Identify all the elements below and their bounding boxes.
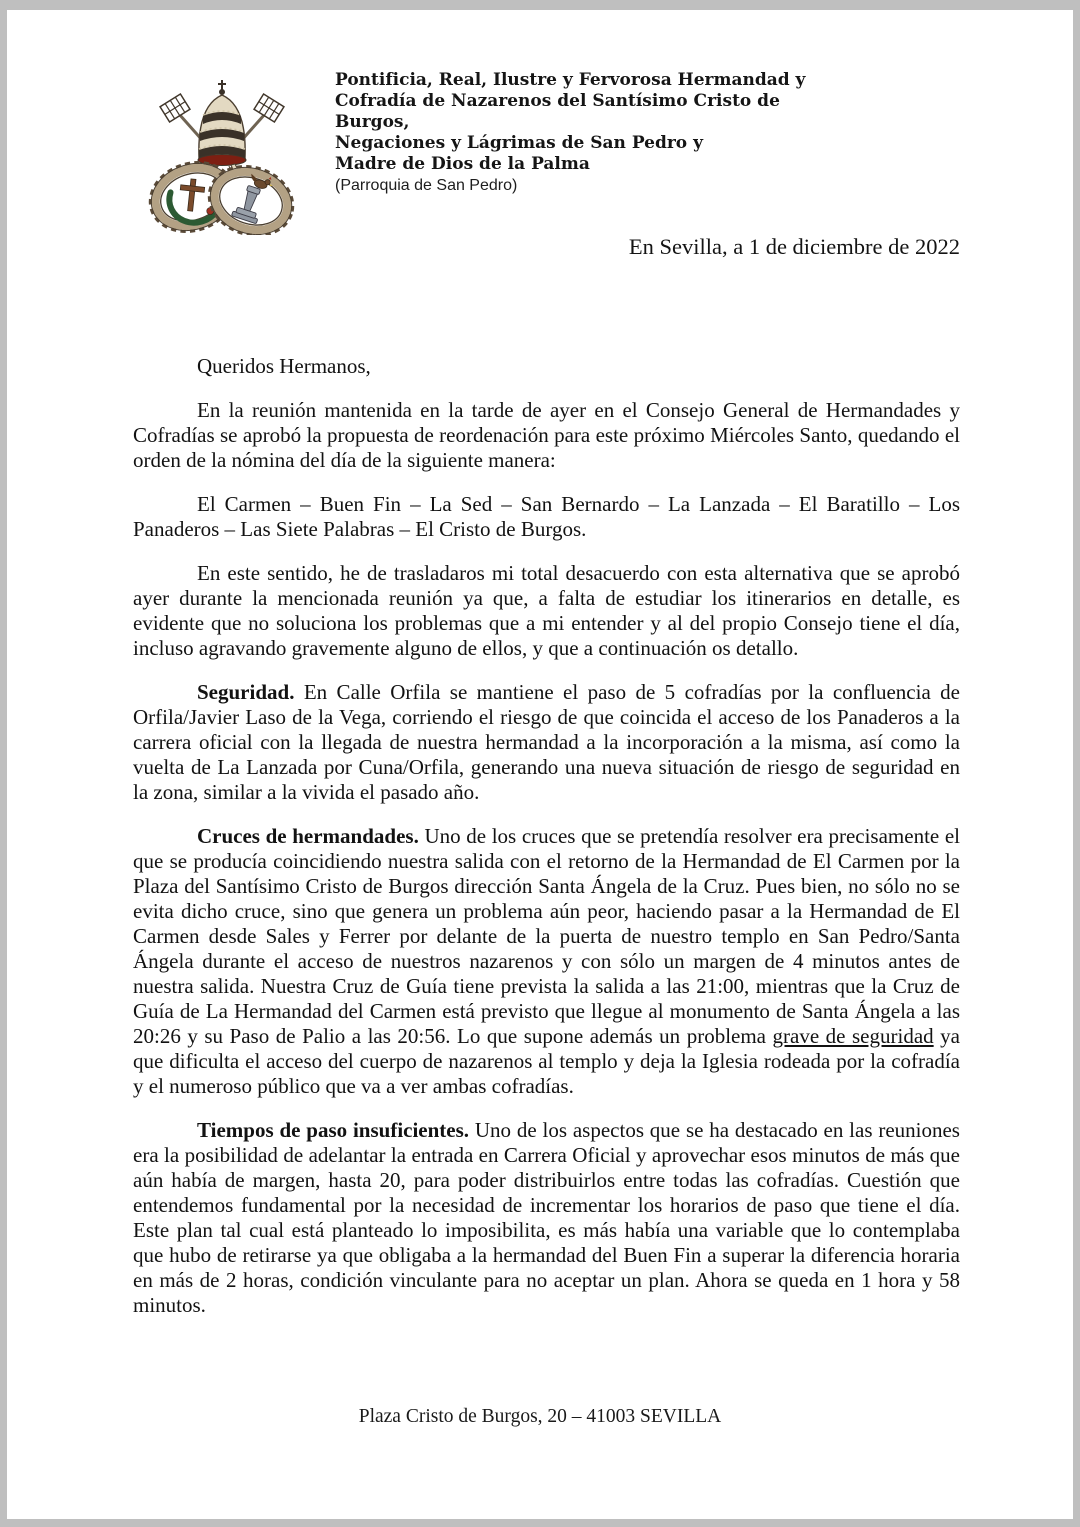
- paragraph: [133, 680, 960, 805]
- letterhead-org: [335, 70, 815, 197]
- paragraph-text: El Carmen – Buen Fin – La Sed – San Bernardo – La Lanzada – El Baratillo – Los Panaderos – Las Siete Palabras – El Cristo de Burgos.: [133, 492, 960, 541]
- salutation: Queridos Hermanos,: [197, 354, 371, 378]
- dateline: En Sevilla, a 1 de diciembre de 2022: [628, 234, 960, 259]
- paragraph: [133, 824, 960, 1099]
- paragraph: [133, 1118, 960, 1318]
- paragraph-text: En la reunión mantenida en la tarde de ayer en el Consejo General de Hermandades y Cofradías se aprobó la propuesta de reordenación para este próximo Miércoles Santo, quedando el orden de la nómina del día de la siguiente manera:: [133, 398, 960, 472]
- coat-of-arms-logo: [147, 70, 297, 235]
- paragraph: [133, 398, 960, 473]
- paragraph: [133, 492, 960, 542]
- letterhead-org-line: Madre de Dios de la Palma: [335, 154, 590, 174]
- letterhead-org-line: Pontificia, Real, Ilustre y Fervorosa Hermandad y: [335, 70, 806, 90]
- paragraph: [133, 561, 960, 661]
- footer-address: Plaza Cristo de Burgos, 20 – 41003 SEVILLA: [358, 1406, 722, 1427]
- paragraphs-container: [133, 398, 960, 1318]
- paragraph-text: En este sentido, he de trasladaros mi total desacuerdo con esta alternativa que se aprobó ayer durante la mencionada reunión ya que, a falta de estudiar los itinerarios en detalle, es evidente que no soluciona los problemas que a mi entender y al del propio Consejo tiene el día, incluso agravando gravemente alguno de ellos, y que a continuación os detallo.: [133, 561, 960, 660]
- letterhead-org-lines: [335, 70, 815, 175]
- paragraph-text: ya que dificulta el acceso del cuerpo de nazarenos al templo y deja la Iglesia rodeada por la cofradía y el numeroso público que va a ver ambas cofradías.: [133, 1024, 960, 1098]
- underlined-text: grave de seguridad: [772, 1024, 934, 1048]
- paragraph-lead-bold: Seguridad.: [197, 680, 295, 704]
- letter-body: [133, 354, 960, 1337]
- letter-page: [7, 10, 1073, 1519]
- paragraph-lead-bold: Cruces de hermandades.: [197, 824, 419, 848]
- letterhead-org-line: Cofradía de Nazarenos del Santísimo Cristo de Burgos,: [335, 91, 780, 132]
- letterhead-parish: (Parroquia de San Pedro): [335, 177, 518, 194]
- letterhead-org-line: Negaciones y Lágrimas de San Pedro y: [335, 133, 703, 153]
- paragraph-text: Uno de los aspectos que se ha destacado en las reuniones era la posibilidad de adelantar la entrada en Carrera Oficial y aprovechar esos minutos de más que aún había de margen, hasta 20, para poder distribuirlos entre todas las cofradías. Cuestión que entendemos fundamental por la necesidad de incrementar los horarios de paso que tiene el día. Este plan tal cual está planteado lo imposibilita, es más había una variable que lo contemplaba que hubo de retirarse ya que obligaba a la hermandad del Buen Fin a superar la diferencia horaria en más de 2 horas, condición vinculante para no aceptar un plan. Ahora se queda en 1 hora y 58 minutos.: [133, 1118, 960, 1317]
- paragraph-lead-bold: Tiempos de paso insuficientes.: [197, 1118, 470, 1142]
- paragraph-text: Uno de los cruces que se pretendía resolver era precisamente el que se producía coincidiendo nuestra salida con el retorno de la Hermandad de El Carmen por la Plaza del Santísimo Cristo de Burgos dirección Santa Ángela de la Cruz. Pues bien, no sólo no se evita dicho cruce, sino que genera un problema aún peor, haciendo pasar a la Hermandad de El Carmen desde Sales y Ferrer por delante de la puerta de nuestro templo en San Pedro/Santa Ángela durante el acceso de nuestros nazarenos y con sólo un margen de 4 minutos antes de nuestra salida. Nuestra Cruz de Guía tiene prevista la salida a las 21:00, mientras que la Cruz de Guía de La Hermandad del Carmen está previsto que llegue al monumento de Santa Ángela a las 20:26 y su Paso de Palio a las 20:56. Lo que supone además un problema: [133, 824, 961, 1048]
- paragraph-text: En Calle Orfila se mantiene el paso de 5 cofradías por la confluencia de Orfila/Javier Laso de la Vega, corriendo el riesgo de que coincida el acceso de los Panaderos a la carrera oficial con la llegada de nuestra hermandad a la incorporación a la misma, así como la vuelta de La Lanzada por Cuna/Orfila, generando una nueva situación de riesgo de seguridad en la zona, similar a la vivida el pasado año.: [133, 680, 960, 804]
